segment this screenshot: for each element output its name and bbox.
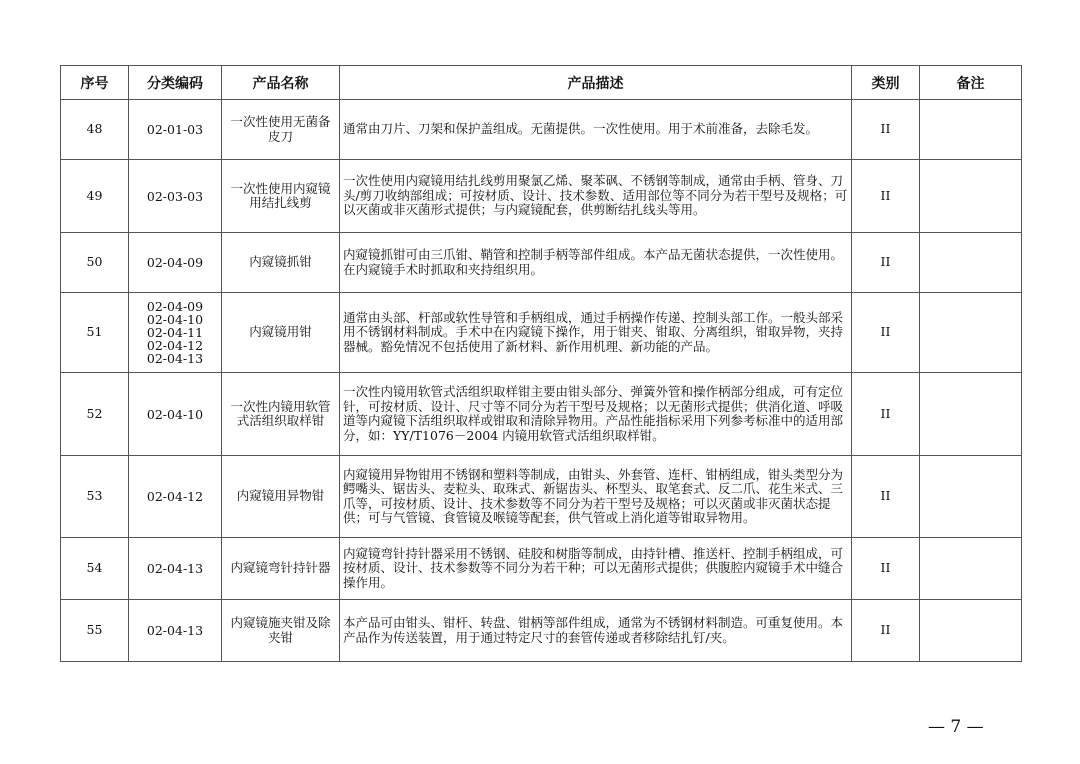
- code-line: 02-01-03: [146, 122, 204, 137]
- cell-note: [920, 293, 1022, 373]
- cell-seq: 48: [61, 100, 129, 160]
- cell-note: [920, 233, 1022, 293]
- cell-name: 一次性使用内窥镜用结扎线剪: [222, 160, 340, 233]
- cell-name: 一次性使用无菌备皮刀: [222, 100, 340, 160]
- cell-type: II: [852, 293, 920, 373]
- code-line: 02-04-12: [146, 338, 204, 353]
- code-line: 02-04-13: [146, 623, 204, 638]
- cell-code: [129, 100, 222, 160]
- cell-code: [129, 600, 222, 662]
- code-line: 02-04-09: [146, 299, 204, 314]
- cell-type: II: [852, 100, 920, 160]
- cell-description: 通常由刀片、刀架和保护盖组成。无菌提供。一次性使用。用于术前准备，去除毛发。: [340, 100, 852, 160]
- header-name: 产品名称: [222, 66, 340, 100]
- header-row: [61, 66, 1022, 100]
- header-type: 类别: [852, 66, 920, 100]
- code-line: 02-04-10: [146, 312, 204, 327]
- cell-description: 通常由头部、杆部或软性导管和手柄组成，通过手柄操作传递、控制头部工作。一般头部采用不锈钢材料制成。手术中在内窥镜下操作，用于钳夹、钳取、分离组织，钳取异物，夹持器械。豁免情况不包括使用了新材料、新作用机理、新功能的产品。: [340, 293, 852, 373]
- code-line: 02-04-10: [146, 406, 204, 422]
- cell-seq: 51: [61, 293, 129, 373]
- header-description: 产品描述: [340, 66, 852, 100]
- cell-code: [129, 538, 222, 600]
- cell-name: 内窥镜弯针持针器: [222, 538, 340, 600]
- cell-note: [920, 538, 1022, 600]
- header-code: 分类编码: [129, 66, 222, 100]
- code-line: 02-03-03: [146, 188, 204, 204]
- code-line: 02-04-09: [146, 255, 204, 270]
- code-line: 02-04-13: [146, 561, 204, 576]
- page-number: — 7 —: [928, 717, 984, 737]
- cell-code: [129, 456, 222, 538]
- cell-name: 一次性内镜用软管式活组织取样钳: [222, 373, 340, 456]
- cell-seq: 52: [61, 373, 129, 456]
- table-row: [61, 160, 1022, 233]
- table-row: [61, 456, 1022, 538]
- table-row: [61, 293, 1022, 373]
- cell-description: 内窥镜抓钳可由三爪钳、鞘管和控制手柄等部件组成。本产品无菌状态提供，一次性使用。在内窥镜手术时抓取和夹持组织用。: [340, 233, 852, 293]
- table-row: [61, 233, 1022, 293]
- cell-type: II: [852, 160, 920, 233]
- cell-seq: 54: [61, 538, 129, 600]
- cell-note: [920, 600, 1022, 662]
- cell-name: 内窥镜抓钳: [222, 233, 340, 293]
- header-seq: 序号: [61, 66, 129, 100]
- cell-description: 本产品可由钳头、钳杆、转盘、钳柄等部件组成，通常为不锈钢材料制造。可重复使用。本产品作为传送装置，用于通过特定尺寸的套管传递或者移除结扎钉/夹。: [340, 600, 852, 662]
- table-header: [61, 66, 1022, 100]
- table-row: [61, 373, 1022, 456]
- cell-name: 内窥镜用异物钳: [222, 456, 340, 538]
- header-note: 备注: [920, 66, 1022, 100]
- cell-type: II: [852, 600, 920, 662]
- cell-seq: 55: [61, 600, 129, 662]
- cell-note: [920, 100, 1022, 160]
- cell-description: 内窥镜用异物钳用不锈钢和塑料等制成，由钳头、外套管、连杆、钳柄组成，钳头类型分为鳄嘴头、锯齿头、麦粒头、取珠式、新锯齿头、杯型头、取笔套式、反二爪、花生米式、三爪等，可按材质、设计、技术参数等不同分为若干型号及规格；可以灭菌或非灭菌状态提供；可与气管镜、食管镜及喉镜等配套，供气管或上消化道等钳取异物用。: [340, 456, 852, 538]
- cell-note: [920, 373, 1022, 456]
- code-line: 02-04-12: [146, 489, 204, 504]
- cell-code: [129, 293, 222, 373]
- cell-description: 一次性使用内窥镜用结扎线剪用聚氯乙烯、聚苯砜、不锈钢等制成，通常由手柄、管身、刀头/剪刀收纳部组成；可按材质、设计、技术参数、适用部位等不同分为若干型号及规格；可以灭菌或非灭菌形式提供；与内窥镜配套，供剪断结扎线头等用。: [340, 160, 852, 233]
- cell-description: 内窥镜弯针持针器采用不锈钢、硅胶和树脂等制成，由持针槽、推送杆、控制手柄组成，可按材质、设计、技术参数等不同分为若干种；可以无菌形式提供；供腹腔内窥镜手术中缝合操作用。: [340, 538, 852, 600]
- code-line: 02-04-13: [146, 351, 204, 366]
- cell-note: [920, 456, 1022, 538]
- cell-type: II: [852, 456, 920, 538]
- cell-description: 一次性内镜用软管式活组织取样钳主要由钳头部分、弹簧外管和操作柄部分组成，可有定位针，可按材质、设计、尺寸等不同分为若干型号及规格；以无菌形式提供；供消化道、呼吸道等内窥镜下活组织取样或钳取和清除异物用。产品性能指标采用下列参考标准中的适用部分，如：YY/T1076－2004 内镜用软管式活组织取样钳。: [340, 373, 852, 456]
- cell-seq: 53: [61, 456, 129, 538]
- table-row: [61, 100, 1022, 160]
- cell-code: [129, 373, 222, 456]
- cell-name: 内窥镜用钳: [222, 293, 340, 373]
- cell-code: [129, 233, 222, 293]
- product-catalog-table: [60, 65, 1022, 662]
- cell-type: II: [852, 538, 920, 600]
- cell-code: [129, 160, 222, 233]
- cell-note: [920, 160, 1022, 233]
- cell-type: II: [852, 233, 920, 293]
- table-row: [61, 538, 1022, 600]
- cell-name: 内窥镜施夹钳及除夹钳: [222, 600, 340, 662]
- table-body: [61, 100, 1022, 662]
- cell-seq: 50: [61, 233, 129, 293]
- code-line: 02-04-11: [146, 325, 204, 340]
- table-row: [61, 600, 1022, 662]
- cell-seq: 49: [61, 160, 129, 233]
- cell-type: II: [852, 373, 920, 456]
